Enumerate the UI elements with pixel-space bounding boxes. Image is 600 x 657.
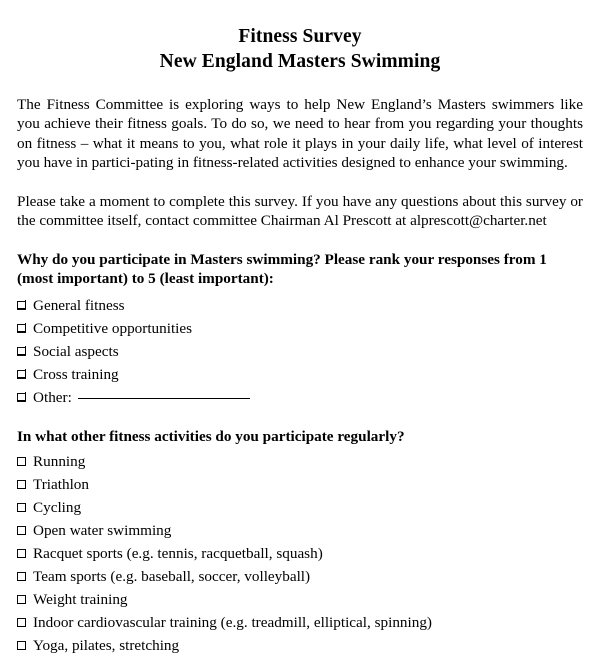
checkbox-icon[interactable]	[17, 457, 26, 466]
option-label: Triathlon	[33, 476, 89, 494]
list-item[interactable]	[17, 340, 583, 363]
checkbox-icon[interactable]	[17, 370, 26, 379]
checkbox-icon[interactable]	[17, 301, 26, 310]
question-1-heading: Why do you participate in Masters swimming? Please rank your responses from 1 (most important) to 5 (least important):	[17, 250, 547, 288]
checkbox-icon[interactable]	[17, 526, 26, 535]
checkbox-icon[interactable]	[17, 324, 26, 333]
question-2-heading: In what other fitness activities do you participate regularly?	[17, 427, 405, 445]
list-item[interactable]	[17, 588, 583, 611]
option-label: Yoga, pilates, stretching	[33, 637, 180, 655]
list-item[interactable]	[17, 611, 583, 634]
checkbox-icon[interactable]	[17, 480, 26, 489]
option-label-other	[33, 386, 250, 409]
checkbox-icon[interactable]	[17, 503, 26, 512]
list-item[interactable]	[17, 496, 583, 519]
checkbox-icon[interactable]	[17, 572, 26, 581]
option-label: Open water swimming	[33, 522, 172, 540]
list-item-other[interactable]	[17, 386, 583, 409]
question-2-options	[17, 450, 583, 657]
list-item[interactable]	[17, 363, 583, 386]
option-label: Racquet sports (e.g. tennis, racquetball, squash)	[33, 545, 323, 563]
checkbox-icon[interactable]	[17, 595, 26, 604]
intro-section	[17, 95, 583, 231]
checkbox-icon[interactable]	[17, 641, 26, 650]
option-label: Running	[33, 453, 86, 471]
page-title	[17, 24, 583, 74]
list-item[interactable]	[17, 519, 583, 542]
list-item[interactable]	[17, 634, 583, 657]
option-label: Indoor cardiovascular training (e.g. treadmill, elliptical, spinning)	[33, 614, 432, 632]
list-item[interactable]	[17, 565, 583, 588]
option-label: Competitive opportunities	[33, 319, 193, 337]
list-item[interactable]	[17, 450, 583, 473]
title-line-1: Fitness Survey	[238, 26, 362, 47]
list-item[interactable]	[17, 473, 583, 496]
option-label: Other:	[33, 388, 72, 406]
option-label: Cycling	[33, 499, 82, 517]
option-label: Social aspects	[33, 342, 119, 360]
option-label: Weight training	[33, 591, 128, 609]
title-line-2: New England Masters Swimming	[159, 51, 441, 72]
checkbox-icon[interactable]	[17, 393, 26, 402]
other-write-in-field[interactable]	[78, 398, 250, 399]
intro-paragraph-1: The Fitness Committee is exploring ways to help New England’s Masters swimmers like you achieve their fitness goals. To do so, we need to hear from you regarding your thoughts on fitness – what it means to you, what role it plays in your daily life, what level of interest you have in partici-pating in fitness-related activities designed to enhance your swimming.	[17, 96, 583, 172]
list-item[interactable]	[17, 542, 583, 565]
checkbox-icon[interactable]	[17, 618, 26, 627]
option-label: General fitness	[33, 296, 125, 314]
checkbox-icon[interactable]	[17, 347, 26, 356]
option-label: Team sports (e.g. baseball, soccer, volleyball)	[33, 568, 311, 586]
list-item[interactable]	[17, 294, 583, 317]
checkbox-icon[interactable]	[17, 549, 26, 558]
list-item[interactable]	[17, 317, 583, 340]
question-1-options	[17, 294, 583, 409]
intro-paragraph-2: Please take a moment to complete this survey. If you have any questions about this survey or the committee itself, contact committee Chairman Al Prescott at alprescott@charter.net	[17, 193, 583, 230]
option-label: Cross training	[33, 365, 119, 383]
